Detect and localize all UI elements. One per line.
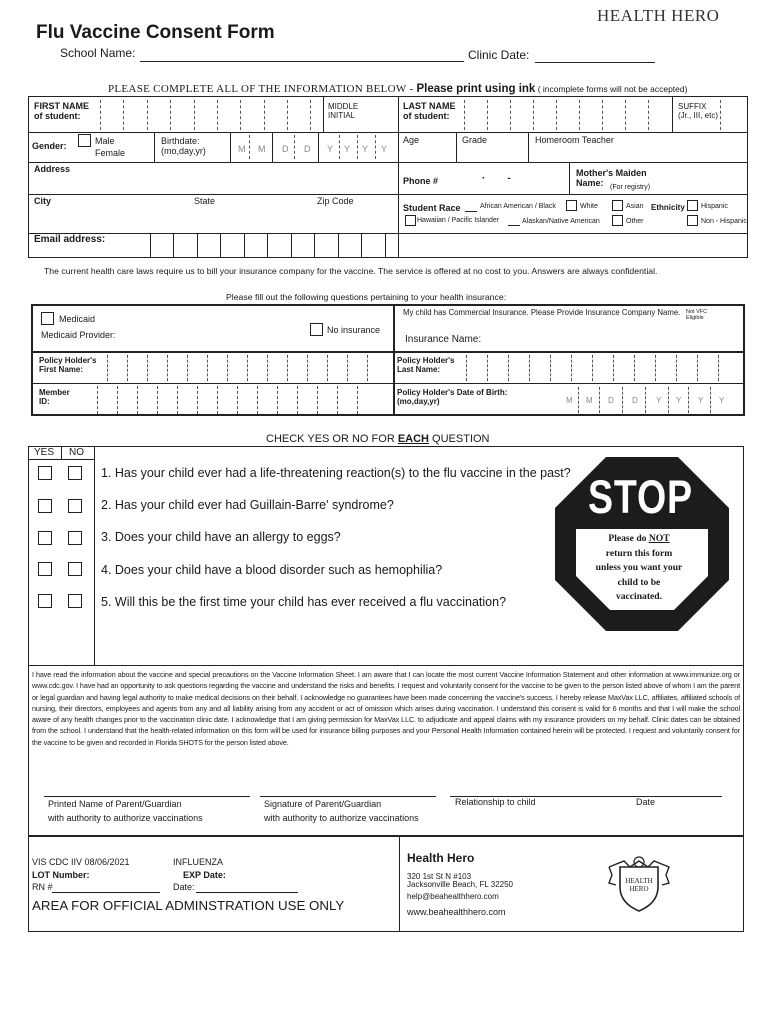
middle-initial-label: MIDDLE INITIAL: [328, 102, 359, 121]
q4-yes-checkbox[interactable]: [38, 562, 52, 576]
birth-mask-m2: M: [258, 144, 266, 154]
dob-mask-y2: Y: [676, 396, 682, 405]
insurance-name-label: Insurance Name:: [405, 334, 482, 345]
maiden-note: (For registry): [610, 184, 651, 191]
race-other: Other: [626, 218, 644, 225]
questions-header-each: EACH: [397, 433, 429, 445]
contact-name: Health Hero: [407, 851, 475, 865]
contact-address-2: Jacksonville Beach, FL 32250: [407, 880, 513, 889]
grade-label: Grade: [462, 135, 488, 145]
health-hero-logo: [606, 853, 672, 915]
instructions-bold: Please print using ink: [416, 83, 536, 95]
question-5: 5. Will this be the first time your child has ever received a flu vaccination?: [101, 595, 507, 609]
medicaid-label: Medicaid: [59, 314, 96, 324]
vis-label: VIS CDC IIV 08/06/2021: [32, 857, 130, 867]
ethnicity-non-hispanic: Non - Hispanic: [701, 218, 747, 225]
clinic-date-label: Clinic Date:: [468, 48, 530, 62]
birth-mask-d1: D: [282, 144, 289, 154]
instructions-note: ( incomplete forms will not be accepted): [535, 84, 688, 94]
questions-header-post: QUESTION: [429, 433, 490, 445]
email-label: Email address:: [34, 234, 106, 245]
male-label: Male: [95, 136, 115, 146]
race-asian-checkbox[interactable]: [612, 200, 623, 211]
consent-text: I have read the information about the vaccine and special precautions on the Vaccine Information Sheet. I am aware that I can locate the most current Vaccine Information Statement and other information at www.immunize.org or www.cdc.gov. I have had an opportunity to ask questions regarding the vaccine and understand the risks and benefits. I request and voluntarily consent for the vaccine to be given to the person listed above of whom I am the parent or legal guardian and having legal authority to make medical decisions on their behalf. I acknowledge no guarantees have been made concerning the vaccine's success. I hereby release MaxVax LLC, affiliates, affiliated schools of nursing, their directors, employees and agents from any and all liability arising from any accident or act of omission which arises during vaccination. I understand this consent is valid for 6 months and that I will make the school aware of any health changes prior to the vaccination clinic date. I acknowledge that I am giving permission for MaxVax LLC. to adjudicate and appeal claims with my insurance providers on my behalf. Clinic dates can be obtained from the school. I understand that the health-related information on this form will be used for insurance billing purposes and your Personal Health Information contained herein will be protected. I request and voluntarily consent for the vaccine to be given and recorded in Florida SHOTS for the person listed above.: [32, 670, 740, 747]
age-label: Age: [403, 135, 420, 145]
member-id-label: Member ID:: [39, 388, 70, 407]
stop-word: STOP: [588, 470, 693, 523]
school-name-label: School Name:: [60, 46, 136, 60]
stop-message-not: NOT: [648, 533, 670, 544]
brand-name: HEALTH HERO: [597, 6, 720, 25]
dob-mask-d2: D: [632, 396, 638, 405]
state-label: State: [194, 196, 216, 206]
dob-mask-m2: M: [586, 396, 593, 405]
race-white: White: [580, 203, 598, 210]
phone-label: Phone #: [403, 176, 439, 186]
signature-date-label: Date: [636, 797, 656, 807]
q1-no-checkbox[interactable]: [68, 466, 82, 480]
contact-address-1: 320 1st St N #103: [407, 872, 472, 881]
race-hawaiian-checkbox[interactable]: [405, 215, 416, 226]
instructions-caps: PLEASE COMPLETE ALL OF THE INFORMATION BELOW -: [108, 83, 417, 95]
race-alaskan: Alaskan/Native American: [522, 218, 600, 225]
hispanic-checkbox[interactable]: [687, 200, 698, 211]
race-label: Student Race: [403, 203, 461, 213]
contact-website[interactable]: www.beahealthhero.com: [407, 907, 506, 917]
logo-text: HEALTH HERO: [625, 877, 653, 893]
phone-separators: · -: [482, 173, 511, 184]
ethnicity-label: Ethnicity: [651, 203, 685, 212]
question-1: 1. Has your child ever had a life-threatening reaction(s) to the flu vaccine in the past?: [101, 466, 571, 480]
clinic-date-line[interactable]: [535, 62, 655, 63]
race-hawaiian: Hawaiian / Pacific Islander: [417, 217, 500, 224]
holder-dob-label: Policy Holder's Date of Birth: (mo,day,yr): [397, 388, 508, 407]
last-name-label: LAST NAME of student:: [403, 101, 456, 122]
race-african-american: African American / Black: [480, 203, 556, 210]
yes-header: YES: [34, 447, 55, 458]
question-2: 2. Has your child ever had Guillain-Barre' syndrome?: [101, 498, 394, 512]
questions-header: [266, 433, 490, 446]
holder-last-name-label: Policy Holder's Last Name:: [397, 356, 455, 375]
medicaid-checkbox[interactable]: [41, 312, 54, 325]
medicaid-provider-label: Medicaid Provider:: [41, 330, 116, 340]
first-name-label: FIRST NAME of student:: [34, 101, 89, 122]
official-date-line[interactable]: [196, 892, 298, 893]
birth-mask-m1: M: [238, 144, 246, 154]
birth-mask-d2: D: [304, 144, 311, 154]
race-asian: Asian: [626, 203, 644, 210]
influenza-label: INFLUENZA: [173, 857, 224, 867]
q5-yes-checkbox[interactable]: [38, 594, 52, 608]
q4-no-checkbox[interactable]: [68, 562, 82, 576]
dob-mask-y3: Y: [698, 396, 704, 405]
relationship-label: Relationship to child: [455, 797, 536, 807]
ethnicity-hispanic: Hispanic: [701, 203, 728, 210]
stop-message: [594, 532, 684, 605]
race-white-checkbox[interactable]: [566, 200, 577, 211]
q1-yes-checkbox[interactable]: [38, 466, 52, 480]
no-insurance-checkbox[interactable]: [310, 323, 323, 336]
birth-mask-y3: Y: [362, 144, 369, 154]
male-checkbox[interactable]: [78, 134, 91, 147]
commercial-note: Not VFC Eligible: [686, 309, 708, 322]
stop-message-post: return this form unless you want your child to be vaccinated.: [595, 547, 683, 602]
printed-name-label: Printed Name of Parent/Guardian with authority to authorize vaccinations: [48, 799, 203, 823]
lot-number-label: LOT Number:: [32, 870, 90, 880]
female-label: Female: [95, 148, 126, 158]
form-title: Flu Vaccine Consent Form: [36, 22, 275, 43]
birth-mask-y4: Y: [381, 144, 388, 154]
q2-no-checkbox[interactable]: [68, 499, 82, 513]
question-3: 3. Does your child have an allergy to eggs?: [101, 530, 341, 544]
city-label: City: [34, 196, 52, 206]
official-area-label: AREA FOR OFFICIAL ADMINSTRATION USE ONLY: [32, 898, 345, 913]
q3-yes-checkbox[interactable]: [38, 531, 52, 545]
mothers-maiden-label: Mother's Maiden Name:: [576, 168, 647, 189]
homeroom-label: Homeroom Teacher: [535, 135, 614, 145]
dob-mask-y4: Y: [719, 396, 725, 405]
holder-first-name-label: Policy Holder's First Name:: [39, 356, 97, 375]
gender-label: Gender:: [32, 141, 67, 151]
commercial-insurance-label: My child has Commercial Insurance. Please Provide Insurance Company Name.: [403, 308, 681, 317]
dob-mask-m1: M: [566, 396, 573, 405]
contact-email[interactable]: help@beahealthhero.com: [407, 892, 499, 901]
address-label: Address: [34, 164, 71, 174]
birth-mask-y2: Y: [344, 144, 351, 154]
no-header: NO: [69, 447, 84, 458]
birthdate-label: Birthdate: (mo,day,yr): [161, 136, 206, 157]
rn-label: RN #: [32, 882, 53, 892]
q3-no-checkbox[interactable]: [68, 531, 82, 545]
insurance-intro: Please fill out the following questions pertaining to your health insurance:: [226, 292, 507, 302]
suffix-label: SUFFIX (Jr., III, etc): [678, 102, 719, 121]
stop-message-pre: Please do: [608, 533, 649, 544]
signature-label: Signature of Parent/Guardian with authority to authorize vaccinations: [264, 799, 419, 823]
school-name-line[interactable]: [140, 61, 464, 62]
exp-date-label: EXP Date:: [183, 870, 226, 880]
race-other-checkbox[interactable]: [612, 215, 623, 226]
question-4: 4. Does your child have a blood disorder such as hemophilia?: [101, 563, 443, 577]
q2-yes-checkbox[interactable]: [38, 499, 52, 513]
billing-notice: The current health care laws require us to bill your insurance company for the vaccine. The service is offered at no cost to you. Answers are always confidential.: [44, 266, 658, 276]
rn-line[interactable]: [52, 892, 160, 893]
zip-label: Zip Code: [317, 196, 354, 206]
no-insurance-label: No insurance: [327, 325, 381, 335]
questions-header-pre: CHECK YES OR NO FOR: [266, 433, 398, 445]
birth-mask-y1: Y: [327, 144, 334, 154]
non-hispanic-checkbox[interactable]: [687, 215, 698, 226]
dob-mask-d1: D: [608, 396, 614, 405]
q5-no-checkbox[interactable]: [68, 594, 82, 608]
dob-mask-y1: Y: [656, 396, 662, 405]
instructions: [108, 83, 687, 96]
official-date-label: Date:: [173, 882, 195, 892]
